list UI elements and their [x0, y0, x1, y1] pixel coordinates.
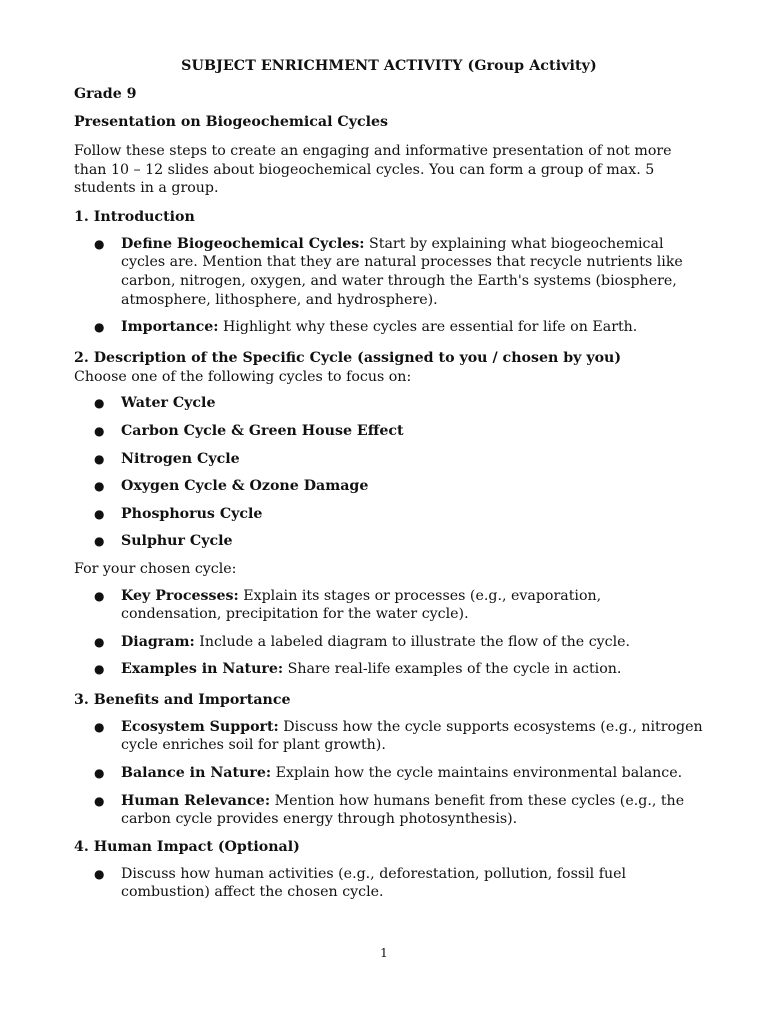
benefits-list	[74, 718, 704, 829]
item-text: Explain how the cycle maintains environmental balance.	[271, 765, 683, 782]
list-item	[74, 865, 704, 902]
list-item	[74, 532, 704, 551]
section-heading-introduction: 1. Introduction	[74, 208, 195, 225]
bullet-icon: ●	[94, 766, 105, 781]
item-text: Include a labeled diagram to illustrate the flow of the cycle.	[194, 633, 631, 650]
list-item	[74, 587, 704, 624]
cycle-name: Nitrogen Cycle	[121, 450, 240, 467]
item-text: Mention how humans benefit from these cycles (e.g., the carbon cycle provides energy through photosynthesis).	[121, 792, 685, 828]
bullet-icon: ●	[94, 534, 105, 549]
bullet-icon: ●	[94, 866, 105, 881]
item-label: Key Processes:	[121, 587, 239, 604]
cycle-name: Water Cycle	[121, 395, 216, 412]
introduction-list	[74, 235, 704, 337]
item-label: Define Biogeochemical Cycles:	[121, 235, 365, 252]
list-item	[74, 394, 704, 413]
item-label: Human Relevance:	[121, 792, 271, 809]
list-item	[74, 505, 704, 524]
bullet-icon: ●	[94, 588, 105, 603]
human-impact-list	[74, 865, 704, 902]
list-item	[74, 477, 704, 496]
topic-heading: Presentation on Biogeochemical Cycles	[74, 114, 388, 130]
section-heading-human-impact: 4. Human Impact (Optional)	[74, 838, 300, 855]
grade-label: Grade 9	[74, 86, 137, 102]
bullet-icon: ●	[94, 423, 105, 438]
cycle-options-list	[74, 394, 704, 551]
item-label: Balance in Nature:	[121, 765, 272, 782]
bullet-icon: ●	[94, 396, 105, 411]
item-label: Diagram:	[121, 633, 195, 650]
list-item	[74, 764, 704, 783]
item-label: Examples in Nature:	[121, 661, 284, 678]
list-item	[74, 422, 704, 441]
bullet-icon: ●	[94, 506, 105, 521]
cycle-name: Oxygen Cycle & Ozone Damage	[121, 478, 369, 495]
document-title: SUBJECT ENRICHMENT ACTIVITY (Group Activity)	[181, 58, 597, 74]
item-text: Highlight why these cycles are essential for life on Earth.	[218, 319, 638, 336]
item-text: Explain its stages or processes (e.g., evaporation, condensation, precipitation for the water cycle).	[121, 587, 602, 623]
page-number: 1	[380, 946, 388, 960]
bullet-icon: ●	[94, 236, 105, 251]
list-item	[74, 235, 704, 309]
bullet-icon: ●	[94, 793, 105, 808]
bullet-icon: ●	[94, 320, 105, 335]
item-text: Discuss how the cycle supports ecosystems (e.g., nitrogen cycle enriches soil for plant growth).	[121, 718, 703, 754]
list-item	[74, 318, 704, 337]
list-item	[74, 792, 704, 829]
cycle-name: Sulphur Cycle	[121, 533, 233, 550]
item-text: Start by explaining what biogeochemical cycles are. Mention that they are natural processes that recycle nutrients like carbon, nitrogen, oxygen, and water through the Earth's systems (biosphere, atmosphere, lithosphere, and hydrosphere).	[121, 235, 683, 308]
bullet-icon: ●	[94, 479, 105, 494]
item-text: Share real-life examples of the cycle in action.	[283, 661, 622, 678]
cycle-name: Phosphorus Cycle	[121, 505, 263, 522]
item-text: Discuss how human activities (e.g., deforestation, pollution, fossil fuel combustion) affect the chosen cycle.	[121, 865, 627, 901]
item-label: Ecosystem Support:	[121, 718, 279, 735]
bullet-icon: ●	[94, 719, 105, 734]
section-heading-benefits: 3. Benefits and Importance	[74, 691, 291, 708]
bullet-icon: ●	[94, 662, 105, 677]
list-item	[74, 718, 704, 755]
chosen-cycle-list	[74, 587, 704, 679]
list-item	[74, 660, 704, 679]
chosen-cycle-text: For your chosen cycle:	[74, 560, 237, 577]
section-subtext: Choose one of the following cycles to focus on:	[74, 368, 412, 385]
intro-paragraph: Follow these steps to create an engaging and informative presentation of not more than 10 – 12 slides about biogeochemical cycles. You can form a group of max. 5 students in a group.	[74, 143, 672, 197]
bullet-icon: ●	[94, 634, 105, 649]
item-label: Importance:	[121, 319, 219, 336]
section-heading-specific-cycle: 2. Description of the Specific Cycle (assigned to you / chosen by you)	[74, 349, 622, 366]
cycle-name: Carbon Cycle & Green House Effect	[121, 422, 404, 439]
list-item	[74, 633, 704, 652]
bullet-icon: ●	[94, 451, 105, 466]
list-item	[74, 450, 704, 469]
